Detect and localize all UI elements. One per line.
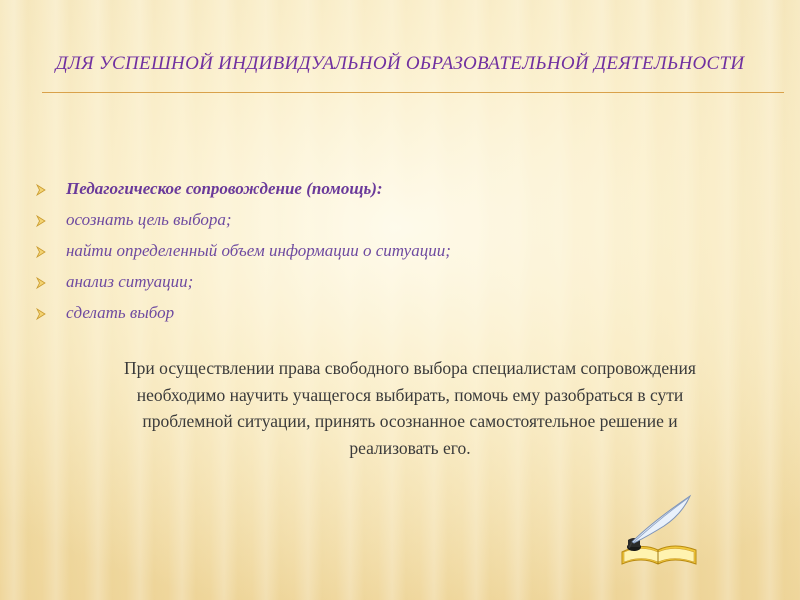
bullet-text: Педагогическое сопровождение (помощь):	[66, 179, 383, 198]
bullet-item	[34, 205, 774, 236]
bullet-text: найти определенный объем информации о ситуации;	[66, 241, 451, 260]
paragraph-line: проблемной ситуации, принять осознанное самостоятельное решение и	[142, 411, 678, 431]
bullet-item	[34, 267, 774, 298]
paragraph-line: необходимо научить учащегося выбирать, помочь ему разобраться в сути	[136, 384, 684, 405]
bullet-item	[34, 298, 774, 329]
diamond-arrow-icon	[34, 276, 48, 290]
diamond-arrow-icon	[34, 245, 48, 259]
bullet-text: осознать цель выбора;	[66, 210, 232, 229]
paragraph-line: При осуществлении права свободного выбора специалистам сопровождения	[124, 358, 696, 378]
slide-title: ДЛЯ УСПЕШНОЙ ИНДИВИДУАЛЬНОЙ ОБРАЗОВАТЕЛЬНОЙ ДЕЯТЕЛЬНОСТИ	[55, 53, 745, 74]
diamond-arrow-icon	[34, 307, 48, 321]
bullet-text: сделать выбор	[66, 303, 175, 322]
paragraph-line: реализовать его.	[349, 437, 471, 458]
title-divider	[42, 92, 784, 93]
quill-and-book-icon	[612, 492, 704, 574]
bullet-item	[34, 236, 774, 267]
bullet-list	[34, 174, 774, 329]
body-paragraph	[30, 355, 790, 461]
bullet-item-heading	[34, 174, 774, 205]
diamond-arrow-icon	[34, 183, 48, 197]
bullet-text: анализ ситуации;	[66, 272, 194, 291]
diamond-arrow-icon	[34, 214, 48, 228]
